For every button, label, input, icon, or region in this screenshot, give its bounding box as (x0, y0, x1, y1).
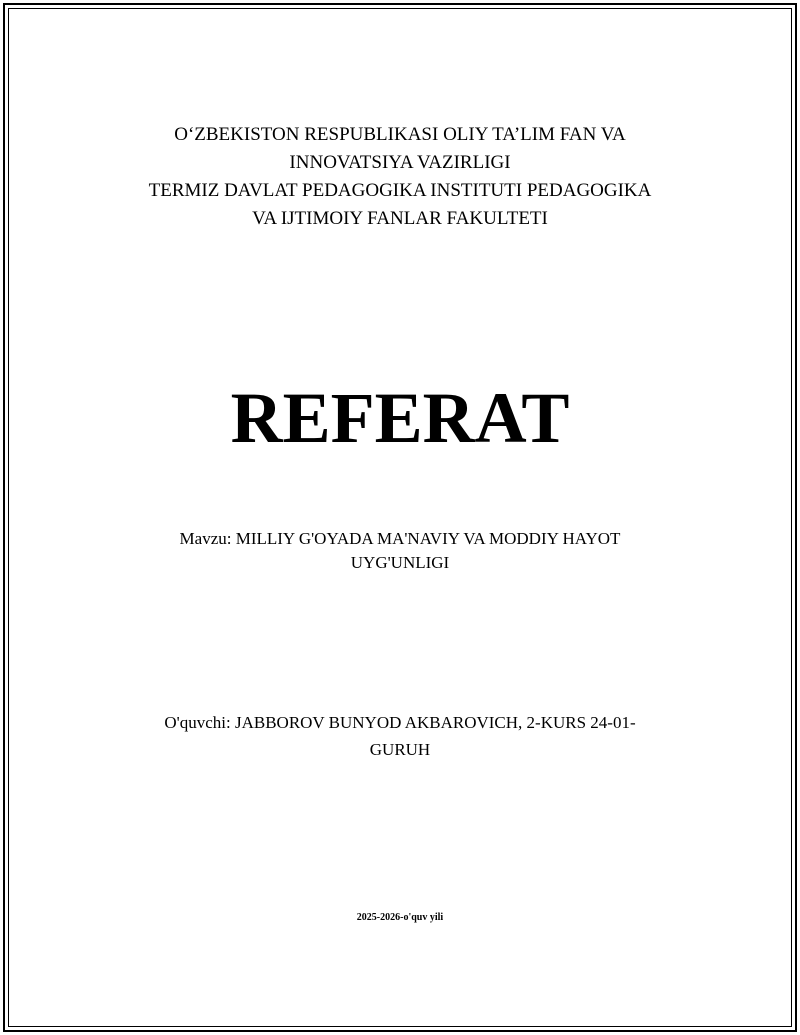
heading-line: TERMIZ DAVLAT PEDAGOGIKA INSTITUTI PEDAGOGIKA (148, 180, 652, 201)
student-line: GURUH (369, 740, 431, 759)
document-title: REFERAT (230, 378, 570, 458)
topic-line: UYG'UNLIGI (350, 553, 450, 572)
institution-heading (0, 121, 800, 233)
heading-line: VA IJTIMOIY FANLAR FAKULTETI (252, 208, 548, 229)
topic-block (0, 527, 800, 575)
heading-line: O‘ZBEKISTON RESPUBLIKASI OLIY TA’LIM FAN VA (174, 124, 626, 145)
academic-year: 2025-2026-o'quv yili (356, 912, 444, 923)
heading-line: INNOVATSIYA VAZIRLIGI (289, 152, 511, 173)
topic-line: Mavzu: MILLIY G'OYADA MA'NAVIY VA MODDIY HAYOT (179, 529, 621, 548)
student-block (0, 709, 800, 763)
student-line: O'quvchi: JABBOROV BUNYOD AKBAROVICH, 2-KURS 24-01- (164, 713, 636, 732)
